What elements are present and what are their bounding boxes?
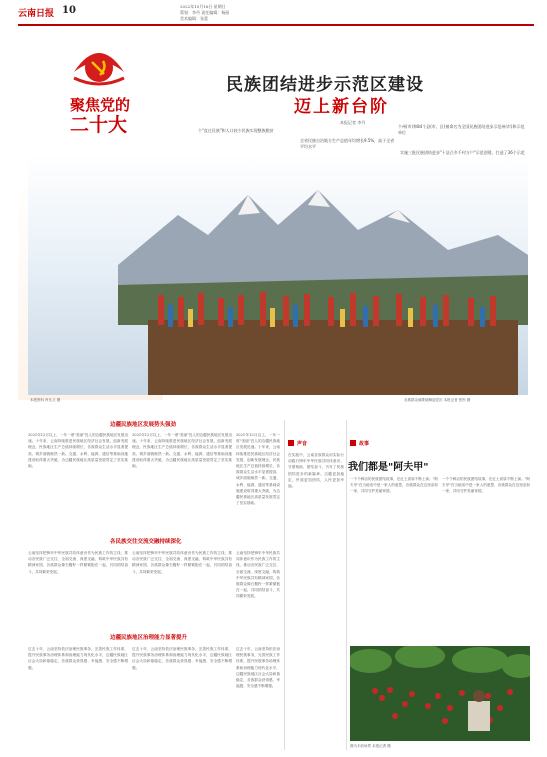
header-editor: 策划：李丹 责任编辑：杨丽 xyxy=(180,10,230,15)
story-body: 一个个鲜活的民族团结故事，在红土高原不断上演。"阿夫甲"在当地话中是一家人的意思，各族群众在这里亲如一家，共同守护美丽家园。 xyxy=(350,477,438,494)
voice-label: 声音 xyxy=(297,441,308,447)
story-body: 一个个鲜活的民族团结故事，在红土高原不断上演。"阿夫甲"在当地话中是一家人的意思，各族群众在这里亲如一家，共同守护美丽家园。 xyxy=(442,477,530,494)
header-rule xyxy=(18,24,534,26)
harvest-photo xyxy=(350,646,530,741)
stat-text: 全省民族自治地方生产总值年均增长9.5%，高于全省平均水平 xyxy=(300,138,395,149)
masthead: 云南日报 xyxy=(18,9,55,19)
focus-title-line2: 二十大 xyxy=(70,114,128,136)
stat-item xyxy=(198,128,298,134)
page-title: 民族团结进步示范区建设 xyxy=(226,75,424,95)
section-body: 过去十年，云南坚持依法治理民族事务，完善民族工作体系，提升民族事务治理体系和治理能力现代化水平，边疆民族地区社会大局和谐稳定，各族群众获得感、幸福感、安全感不断增强。 xyxy=(236,647,280,689)
page-number: 10 xyxy=(62,5,76,16)
section-head: 边疆民族地区发展势头强劲 xyxy=(110,422,177,428)
section-head: 边疆民族地区治理能力显著提升 xyxy=(110,635,188,641)
stat-item xyxy=(398,124,528,136)
header-info xyxy=(180,4,229,22)
stat-text: 个"直过民族"和人口较少民族实现整族脱贫 xyxy=(198,128,274,133)
stat-item xyxy=(300,138,395,150)
section-body: 过去十年，云南坚持依法治理民族事务，完善民族工作体系，提升民族事务治理体系和治理能力现代化水平，边疆民族地区社会大局和谐稳定，各族群众获得感、幸福感、安全感不断增强。 xyxy=(28,647,128,670)
column-divider xyxy=(284,420,285,750)
story-title: 我们都是"阿夫甲" xyxy=(348,462,429,473)
focus-title xyxy=(70,97,130,136)
section-body: 云南坚持把铸牢中华民族共同体意识作为民族工作的主线，推动各民族广泛交往、全面交流、深度交融，构筑中华民族共有精神家园，各族群众像石榴籽一样紧紧抱在一起，共同团结奋斗，共同繁荣发展。 xyxy=(236,551,280,599)
photo-caption-left: 本报资料 肖丛文 摄 xyxy=(30,398,61,402)
stat-text: 个州(市)和84个县(市、区)被命名为全国民族团结进步示范州(市)和示范单位 xyxy=(398,124,525,135)
section-body: 2021年12月以上，一年一度"美丽"宜人的边疆民族地区发展迅速。十年来，云南持续推进民族地区经济社会发展，创新发展理念，民族地区生产总值持续增长，各族群众生活水平显著提高，城乡面貌焕然一新。交通、水利、能源、通信等基础设施建设取得重大突破，为边疆民族地区高质量发展奠定了坚实基础。 xyxy=(28,433,128,469)
page-subtitle: 迈上新台阶 xyxy=(294,97,389,117)
section-head: 各民族交往交流交融持续深化 xyxy=(110,539,182,545)
party-emblem-icon xyxy=(70,42,128,92)
voice-marker-icon xyxy=(288,440,294,446)
section-body: 2021年12月以上，一年一度"美丽"宜人的边疆民族地区发展迅速。十年来，云南持续推进民族地区经济社会发展，创新发展理念，民族地区生产总值持续增长，各族群众生活水平显著提高，城乡面貌焕然一新。交通、水利、能源、通信等基础设施建设取得重大突破，为边疆民族地区高质量发展奠定了坚实基础。 xyxy=(236,433,280,506)
section-body: 2021年12月以上，一年一度"美丽"宜人的边疆民族地区发展迅速。十年来，云南持续推进民族地区经济社会发展，创新发展理念，民族地区生产总值持续增长，各族群众生活水平显著提高，城乡面貌焕然一新。交通、水利、能源、通信等基础设施建设取得重大突破，为边疆民族地区高质量发展奠定了坚实基础。 xyxy=(132,433,232,469)
focus-title-line1: 聚焦党的 xyxy=(70,96,131,114)
story-marker-icon xyxy=(350,440,356,446)
story-label: 故事 xyxy=(359,441,370,447)
voice-body: 在实践中，云南各族群众用实际行动践行铸牢中华民族共同体意识，守望相助，团结奋斗，书写了民族团结进步的新篇章。边疆更加稳定，民族更加团结，人民更加幸福。 xyxy=(288,453,344,489)
column-divider xyxy=(346,420,347,750)
byline: 本报记者 李丹 xyxy=(340,120,366,125)
section-body: 云南坚持把铸牢中华民族共同体意识作为民族工作的主线，推动各民族广泛交往、全面交流、深度交融，构筑中华民族共有精神家园，各族群众像石榴籽一样紧紧抱在一起，共同团结奋斗，共同繁荣发展。 xyxy=(28,551,128,574)
story-photo-caption: 图为丰收场景 本报记者 摄 xyxy=(350,744,391,748)
performance-photo xyxy=(28,155,528,395)
stat-text: 实施三批民族团结进步"十县百乡千村万户"示范创建，打造了36个示范 xyxy=(400,150,525,155)
header-date: 2022年10月16日 星期日 xyxy=(180,4,226,9)
section-body: 云南坚持把铸牢中华民族共同体意识作为民族工作的主线，推动各民族广泛交往、全面交流、深度交融，构筑中华民族共有精神家园，各族群众像石榴籽一样紧紧抱在一起，共同团结奋斗，共同繁荣发展。 xyxy=(132,551,232,574)
header-designer: 美术编辑：张蕾 xyxy=(180,16,208,21)
section-body: 过去十年，云南坚持依法治理民族事务，完善民族工作体系，提升民族事务治理体系和治理能力现代化水平，边疆民族地区社会大局和谐稳定，各族群众获得感、幸福感、安全感不断增强。 xyxy=(132,647,232,670)
photo-caption-right: 各族群众载歌载舞迎党庆 本报记者 张彤 摄 xyxy=(404,398,471,402)
